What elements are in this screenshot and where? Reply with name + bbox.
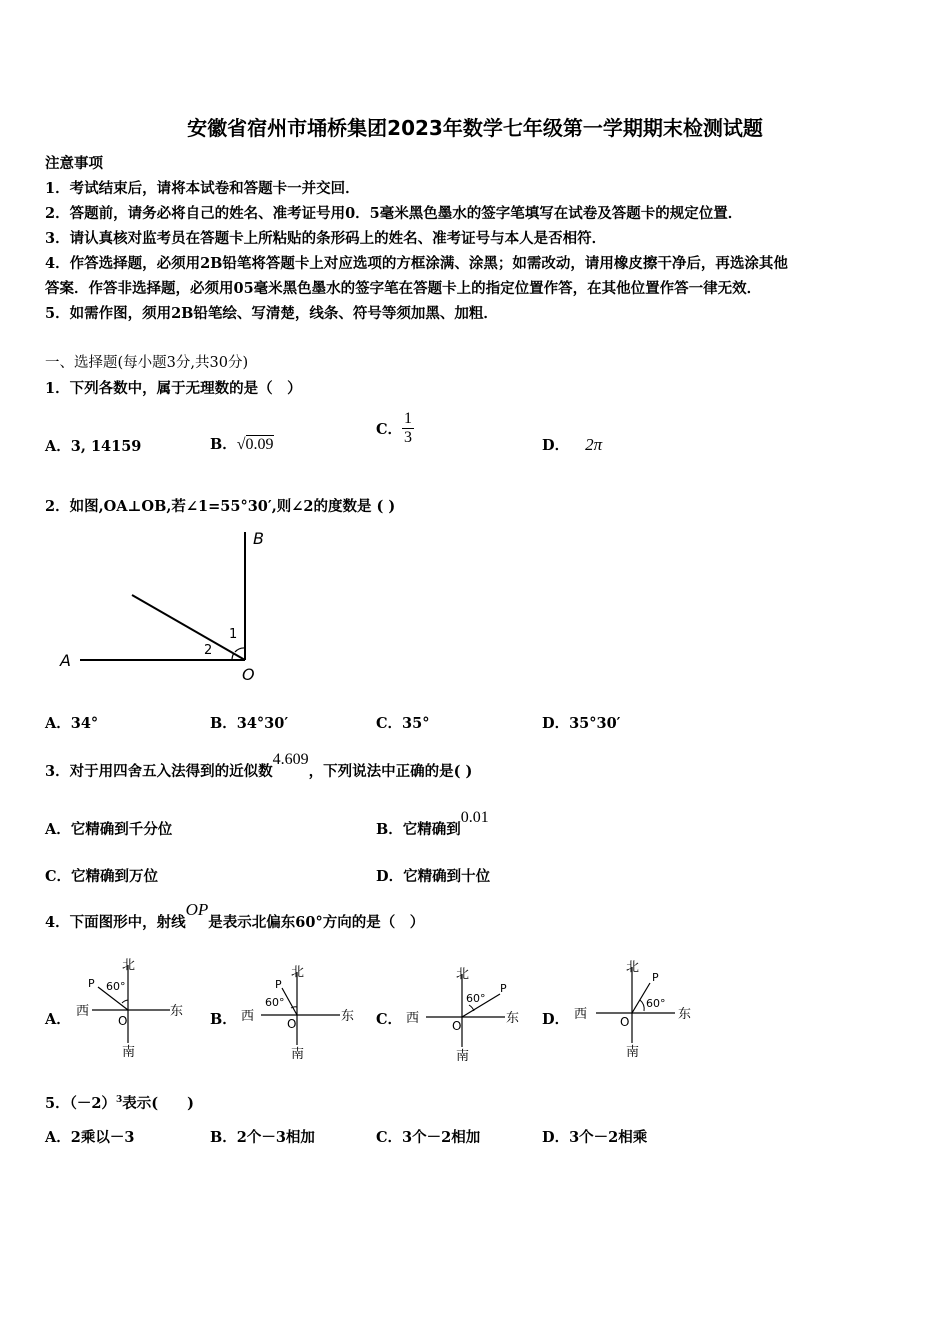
q5-option-a: A．2乘以－3 [45,1129,135,1146]
compass-a [70,955,190,1065]
note-item: 5．如需作图，须用2B铅笔绘、写清楚，线条、符号等须加黑、加粗． [45,305,498,322]
svg-text:O: O [287,1017,297,1031]
q5-option-c: C．3个－2相加 [376,1129,481,1146]
label-a: A [60,651,71,670]
svg-text:P: P [275,978,282,991]
q5-option-d: D．3个－2相乘 [542,1129,648,1146]
q2-option-a: A．34° [45,715,99,732]
svg-text:P: P [652,971,659,984]
section-heading: 一、选择题(每小题3分,共30分) [45,355,249,371]
svg-text:南: 南 [626,1045,640,1060]
svg-text:60°: 60° [646,997,666,1010]
compass-c [402,962,527,1067]
question-3-stem: 3．对于用四舍五入法得到的近似数4.609，下列说法中正确的是( ) [45,751,473,780]
svg-text:西: 西 [406,1011,420,1026]
angle-figure [50,520,290,690]
label-o: O [242,665,255,684]
svg-text:东: 东 [170,1004,184,1019]
svg-text:O: O [118,1014,128,1028]
note-item: 答案．作答非选择题，必须用05毫米黑色墨水的签字笔在答题卡上的指定位置作答，在其他位置作答一律无效． [45,280,762,297]
svg-text:北: 北 [291,965,305,980]
label-angle-2: 2 [204,643,213,658]
note-item: 1．考试结束后，请将本试卷和答题卡一并交回． [45,180,360,197]
svg-text:北: 北 [456,967,470,982]
svg-text:60°: 60° [106,980,126,993]
svg-text:60°: 60° [265,996,285,1009]
svg-text:南: 南 [291,1047,305,1062]
notes-heading: 注意事项 [45,155,103,172]
label-b: B [253,529,264,548]
q3-option-a: A．它精确到千分位 [45,821,173,838]
svg-text:北: 北 [122,958,136,973]
compass-d [572,955,697,1065]
q5-option-b: B．2个－3相加 [210,1129,315,1146]
question-1-stem: 1．下列各数中，属于无理数的是（ ） [45,380,302,397]
note-item: 4．作答选择题，必须用2B铅笔将答题卡上对应选项的方框涂满、涂黑；如需改动，请用橡皮擦干净后，再选涂其他 [45,255,788,272]
note-item: 3．请认真核对监考员在答题卡上所粘贴的条形码上的姓名、准考证号与本人是否相符． [45,230,607,247]
q3-option-b: B．它精确到0.01 [376,809,489,838]
q2-option-d: D．35°30′ [542,715,621,732]
svg-text:O: O [452,1019,462,1033]
svg-text:西: 西 [574,1007,588,1022]
svg-text:P: P [500,982,507,995]
compass-b [237,960,362,1065]
svg-text:O: O [620,1015,630,1029]
q1-option-d: D． 2π [542,435,603,454]
q1-option-b: B．√0.09 [210,436,274,453]
svg-text:东: 东 [341,1009,355,1024]
page-title: 安徽省宿州市埇桥集团2023年数学七年级第一学期期末检测试题 [187,116,763,140]
q2-option-c: C．35° [376,715,430,732]
q4-option-c-label: C． [376,1011,403,1028]
svg-text:P: P [88,977,95,990]
svg-text:60°: 60° [466,992,486,1005]
q4-option-b-label: B． [210,1011,237,1028]
q3-option-d: D．它精确到十位 [376,868,491,885]
svg-text:西: 西 [241,1009,255,1024]
svg-text:东: 东 [506,1011,520,1026]
note-item: 2．答题前，请务必将自己的姓名、准考证号用0．5毫米黑色墨水的签字笔填写在试卷及答题卡的规定位置． [45,205,743,222]
svg-text:东: 东 [678,1007,692,1022]
svg-text:北: 北 [626,960,640,975]
q1-option-c: C． $\frac{1}{3}$ [376,410,413,446]
q4-option-a-label: A． [45,1011,71,1028]
question-2-stem: 2．如图,OA⊥OB,若∠1=55°30′,则∠2的度数是 ( ) [45,498,396,515]
label-angle-1: 1 [229,627,238,642]
q3-option-c: C．它精确到万位 [45,868,159,885]
svg-text:南: 南 [456,1049,470,1064]
q1-option-a: A．3, 14159 [45,438,142,455]
fraction-one-third: $\frac{1}{3}$ [404,410,413,446]
question-5-stem: 5．$(-2)^3$表示( ) [45,1095,194,1112]
q4-option-d-label: D． [542,1011,570,1028]
svg-text:西: 西 [76,1004,90,1019]
q2-option-b: B．34°30′ [210,715,289,732]
svg-text:南: 南 [122,1045,136,1060]
question-4-stem: 4．下面图形中，射线OP是表示北偏东60°方向的是（ ） [45,900,425,931]
